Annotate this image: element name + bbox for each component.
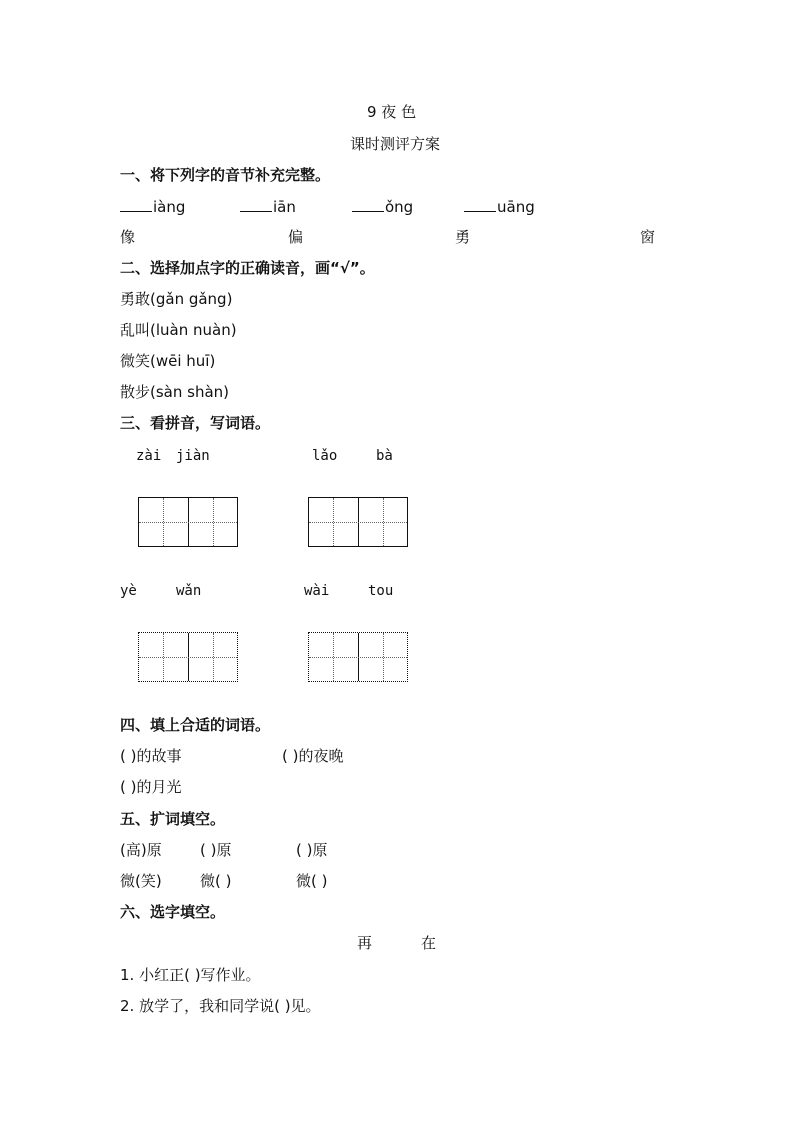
q6-option-2: 在 (421, 934, 437, 952)
q2-item-3: 微笑(wēi huī) (120, 352, 216, 370)
q5-row1-3: ( )原 (296, 841, 328, 859)
q4-heading: 四、填上合适的词语。 (120, 716, 271, 734)
q3-pinyin-2a: lǎo (312, 448, 338, 464)
q3-pinyin-1b: jiàn (176, 448, 210, 464)
q6-item-2: 2. 放学了，我和同学说( )见。 (120, 997, 321, 1015)
q1-char-4: 窗 (640, 228, 656, 246)
q5-row2-3: 微( ) (296, 872, 328, 890)
q5-row1-2: ( )原 (200, 841, 232, 859)
page-subtitle: 课时测评方案 (350, 135, 441, 153)
q1-heading: 一、将下列字的音节补充完整。 (120, 166, 331, 184)
q1-char-2: 偏 (288, 228, 304, 246)
fill-blank[interactable] (240, 197, 272, 212)
q6-option-1: 再 (357, 934, 373, 952)
q1-syllable-2 (240, 197, 296, 217)
q4-item-1: ( )的故事 (120, 747, 182, 765)
q3-pinyin-4b: tou (368, 583, 394, 599)
q4-item-2: ( )的夜晚 (282, 747, 344, 765)
q6-item-1: 1. 小红正( )写作业。 (120, 966, 261, 984)
q5-row1-1: (高)原 (120, 841, 162, 859)
q2-item-4: 散步(sàn shàn) (120, 383, 230, 401)
q1-char-1: 像 (120, 228, 136, 246)
page-title: 9 夜 色 (367, 103, 417, 121)
q1-syllable-4 (464, 197, 535, 217)
syllable-rime: iàng (153, 198, 186, 216)
q3-pinyin-1a: zài (136, 448, 162, 464)
fill-blank[interactable] (352, 197, 384, 212)
writing-grid-4[interactable] (308, 632, 408, 682)
q6-heading: 六、选字填空。 (120, 903, 226, 921)
writing-grid-3[interactable] (138, 632, 238, 682)
q5-row2-1: 微(笑) (120, 872, 162, 890)
q1-char-3: 勇 (455, 228, 471, 246)
q2-item-2: 乱叫(luàn nuàn) (120, 321, 237, 339)
q3-pinyin-3b: wǎn (176, 583, 202, 599)
q1-syllable-1 (120, 197, 185, 217)
fill-blank[interactable] (464, 197, 496, 212)
q5-heading: 五、扩词填空。 (120, 810, 226, 828)
syllable-rime: iān (273, 198, 296, 216)
syllable-rime: uāng (497, 198, 535, 216)
q1-syllable-3 (352, 197, 413, 217)
writing-grid-2[interactable] (308, 497, 408, 547)
q4-item-3: ( )的月光 (120, 778, 182, 796)
writing-grid-1[interactable] (138, 497, 238, 547)
q5-row2-2: 微( ) (200, 872, 232, 890)
q2-item-1: 勇敢(gǎn gǎng) (120, 290, 233, 308)
q2-heading: 二、选择加点字的正确读音，画“√”。 (120, 259, 375, 277)
fill-blank[interactable] (120, 197, 152, 212)
q3-pinyin-3a: yè (120, 583, 137, 599)
syllable-rime: ǒng (385, 198, 414, 216)
q3-heading: 三、看拼音，写词语。 (120, 414, 271, 432)
q3-pinyin-2b: bà (376, 448, 393, 464)
q3-pinyin-4a: wài (304, 583, 330, 599)
